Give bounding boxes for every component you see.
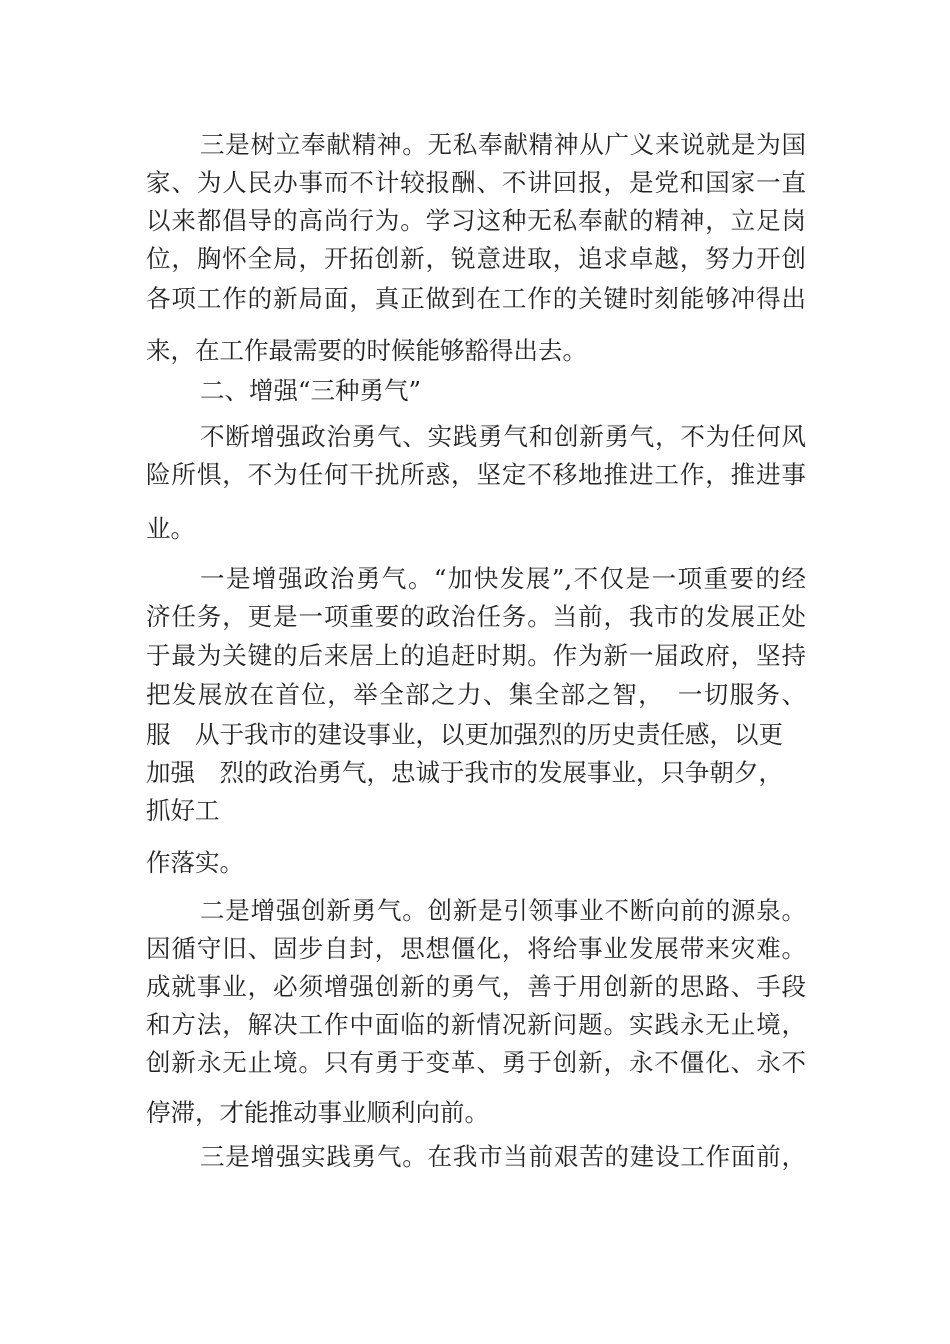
paragraph-line: 一是增强政治勇气。“加快发展”,不仅是一项重要的经 bbox=[200, 564, 806, 593]
section-heading: 二、增强“三种勇气” bbox=[200, 376, 422, 405]
paragraph-line: 业。 bbox=[146, 514, 195, 543]
paragraph-line: 各项工作的新局面，真正做到在工作的关键时刻能够冲得出 bbox=[146, 284, 806, 313]
paragraph-line: 抓好工 bbox=[146, 796, 220, 825]
paragraph-line: 济任务，更是一项重要的政治任务。当前，我市的发展正处 bbox=[146, 602, 806, 631]
paragraph-line: 位，胸怀全局，开拓创新，锐意进取，追求卓越，努力开创 bbox=[146, 244, 806, 273]
paragraph-line: 不断增强政治勇气、实践勇气和创新勇气，不为任何风 bbox=[200, 422, 806, 451]
paragraph-line: 因循守旧、固步自封，思想僵化，将给事业发展带来灾难。 bbox=[146, 934, 806, 963]
paragraph-line: 三是树立奉献精神。无私奉献精神从广义来说就是为国 bbox=[200, 130, 806, 159]
paragraph-line: 于最为关键的后来居上的追赶时期。作为新一届政府，坚持 bbox=[146, 641, 806, 670]
paragraph-line: 三是增强实践勇气。在我市当前艰苦的建设工作面前， bbox=[200, 1142, 806, 1171]
paragraph-line: 险所惧，不为任何干扰所惑，坚定不移地推进工作，推进事 bbox=[146, 460, 806, 489]
paragraph-line: 停滞，才能推动事业顺利向前。 bbox=[146, 1098, 489, 1127]
paragraph-line: 服 从于我市的建设事业，以更加强烈的历史责任感，以更 bbox=[146, 720, 783, 749]
paragraph-line: 家、为人民办事而不计较报酬、不讲回报，是党和国家一直 bbox=[146, 168, 806, 197]
paragraph-line: 来，在工作最需要的时候能够豁得出去。 bbox=[146, 336, 587, 365]
paragraph-line: 把发展放在首位，举全部之力、集全部之智， 一切服务、 bbox=[146, 680, 806, 709]
paragraph-line: 成就事业，必须增强创新的勇气，善于用创新的思路、手段 bbox=[146, 972, 806, 1001]
paragraph-line: 作落实。 bbox=[146, 848, 244, 877]
paragraph-line: 加强 烈的政治勇气，忠诚于我市的发展事业，只争朝夕， bbox=[146, 758, 783, 787]
paragraph-line: 和方法，解决工作中面临的新情况新问题。实践永无止境， bbox=[146, 1010, 806, 1039]
paragraph-line: 创新永无止境。只有勇于变革、勇于创新，永不僵化、永不 bbox=[146, 1048, 806, 1077]
paragraph-line: 二是增强创新勇气。创新是引领事业不断向前的源泉。 bbox=[200, 896, 806, 925]
paragraph-line: 以来都倡导的高尚行为。学习这种无私奉献的精神，立足岗 bbox=[146, 206, 806, 235]
